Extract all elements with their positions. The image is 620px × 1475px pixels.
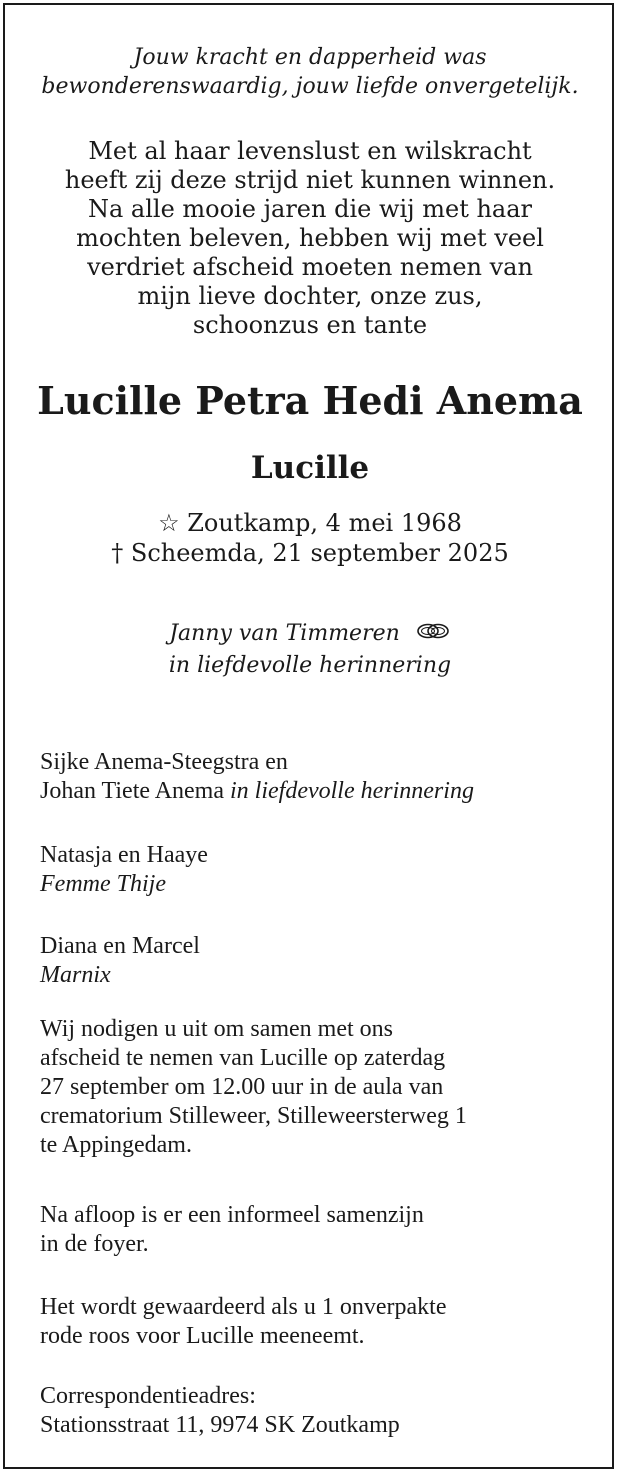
wedding-rings-icon xyxy=(415,619,451,650)
afterwards-text xyxy=(40,1201,600,1259)
star-icon: ☆ xyxy=(158,509,180,537)
partner-note: in liefdevolle herinnering xyxy=(168,652,452,678)
partner-block xyxy=(0,618,620,681)
correspondence-label: Correspondentieadres: xyxy=(40,1383,256,1409)
invitation-line: te Appingedam. xyxy=(40,1132,192,1158)
invitation-line: 27 september om 12.00 uur in de aula van xyxy=(40,1074,444,1100)
parents-block xyxy=(40,748,600,806)
life-dates xyxy=(0,508,620,568)
cross-icon: † xyxy=(111,539,124,567)
sibling-1-children: Femme Thije xyxy=(40,871,166,897)
motto xyxy=(0,43,620,101)
roses-text xyxy=(40,1293,600,1351)
motto-line: bewonderenswaardig, jouw liefde onvergetelijk. xyxy=(41,74,579,99)
birth-line xyxy=(0,508,620,538)
invitation-line: afscheid te nemen van Lucille op zaterdag xyxy=(40,1045,446,1071)
invitation-line: crematorium Stilleweer, Stilleweersterweg 1 xyxy=(40,1103,467,1129)
invitation-line: Wij nodigen u uit om samen met ons xyxy=(40,1016,393,1042)
roses-line: rode roos voor Lucille meeneemt. xyxy=(40,1323,365,1349)
father-name: Johan Tiete Anema xyxy=(40,778,224,804)
intro-line: verdriet afscheid moeten nemen van xyxy=(87,253,533,281)
afterwards-line: in de foyer. xyxy=(40,1231,149,1257)
parents-line-2 xyxy=(40,777,600,806)
intro-line: Met al haar levenslust en wilskracht xyxy=(88,137,532,165)
afterwards-line: Na afloop is er een informeel samenzijn xyxy=(40,1202,424,1228)
invitation-text xyxy=(40,1015,600,1160)
correspondence-block xyxy=(40,1382,600,1440)
parents-line-1: Sijke Anema-Steegstra en xyxy=(40,749,288,775)
father-memory-note: in liefdevolle herinnering xyxy=(230,778,474,804)
intro-text xyxy=(0,137,620,340)
correspondence-address: Stationsstraat 11, 9974 SK Zoutkamp xyxy=(40,1412,400,1438)
death-date: Scheemda, 21 september 2025 xyxy=(130,539,509,567)
deceased-full-name: Lucille Petra Hedi Anema xyxy=(37,378,583,423)
motto-line: Jouw kracht en dapperheid was xyxy=(133,45,487,70)
partner-name: Janny van Timmeren xyxy=(169,621,400,646)
sibling-1-names: Natasja en Haaye xyxy=(40,842,208,868)
deceased-nickname: Lucille xyxy=(250,450,370,486)
sibling-2-names: Diana en Marcel xyxy=(40,933,200,959)
intro-line: schoonzus en tante xyxy=(192,311,428,339)
partner-line xyxy=(0,618,620,650)
sibling-2-children: Marnix xyxy=(40,962,111,988)
sibling-2-block xyxy=(40,932,600,990)
sibling-1-block xyxy=(40,841,600,899)
intro-line: mochten beleven, hebben wij met veel xyxy=(76,224,544,252)
birth-date: Zoutkamp, 4 mei 1968 xyxy=(187,509,462,537)
death-line xyxy=(0,538,620,568)
intro-line: Na alle mooie jaren die wij met haar xyxy=(87,195,533,223)
roses-line: Het wordt gewaardeerd als u 1 onverpakte xyxy=(40,1294,447,1320)
intro-line: mijn lieve dochter, onze zus, xyxy=(137,282,483,310)
intro-line: heeft zij deze strijd niet kunnen winnen. xyxy=(64,166,556,194)
